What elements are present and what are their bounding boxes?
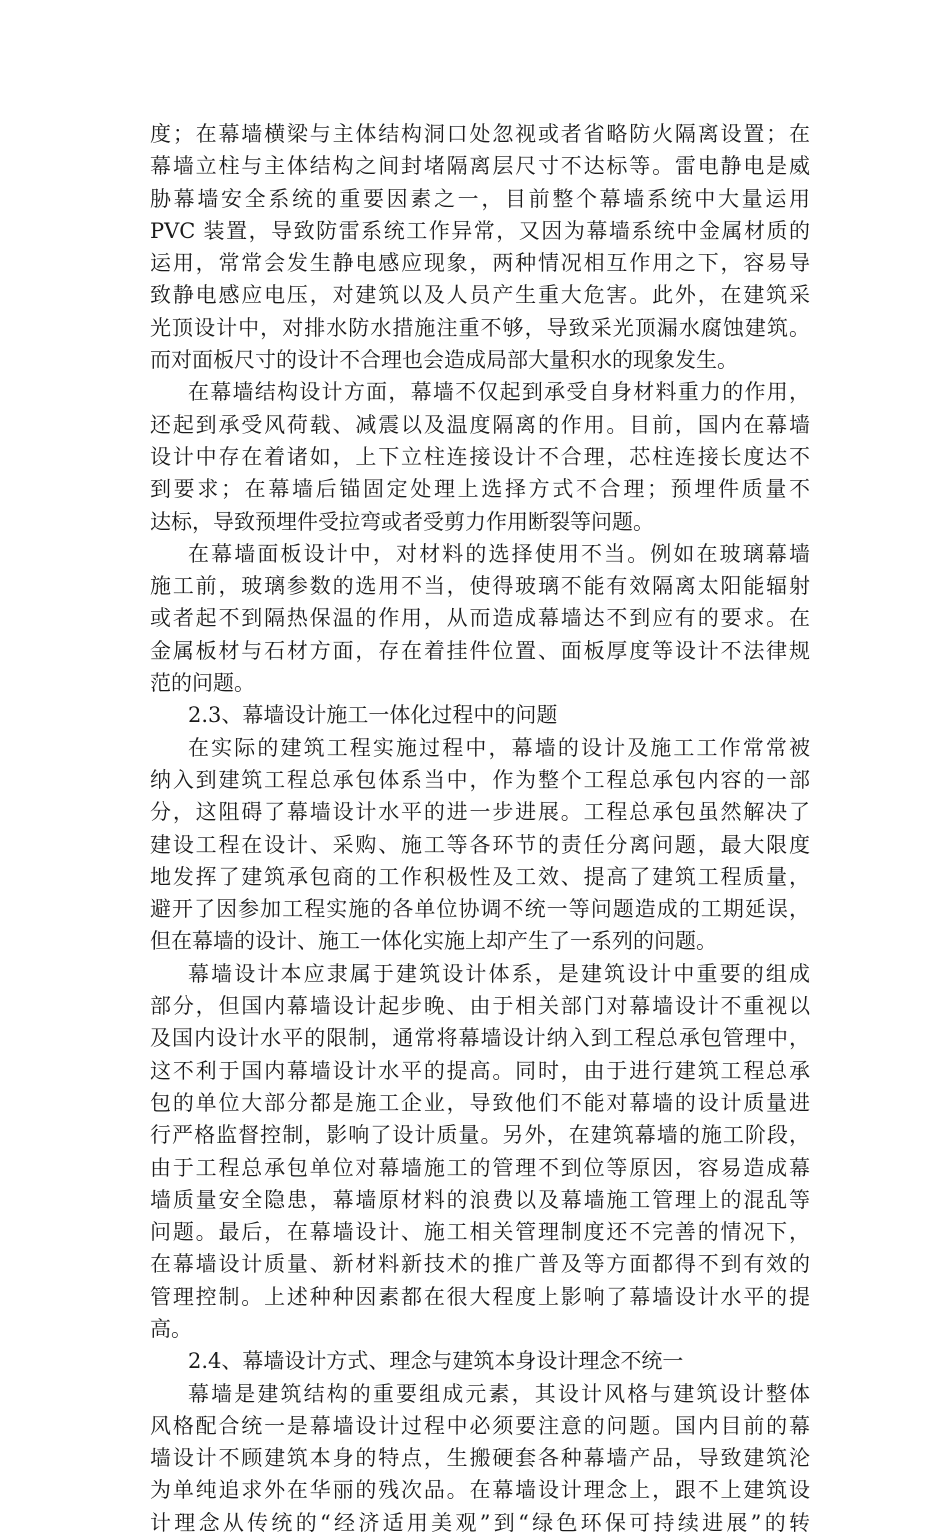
text-line: 或者起不到隔热保温的作用，从而造成幕墙达不到应有的要求。在 xyxy=(150,606,810,631)
text-line: 墙设计不顾建筑本身的特点，生搬硬套各种幕墙产品，导致建筑沦 xyxy=(150,1446,810,1471)
text-line: 在幕墙设计质量、新材料新技术的推广普及等方面都得不到有效的 xyxy=(150,1252,810,1277)
text-line: 计理念从传统的“经济适用美观”到“绿色环保可持续进展”的转 xyxy=(150,1510,810,1535)
text-line: 高。 xyxy=(150,1316,192,1341)
text-line: 部分，但国内幕墙设计起步晚、由于相关部门对幕墙设计不重视以 xyxy=(150,994,810,1019)
text-line: 在幕墙面板设计中，对材料的选择使用不当。例如在玻璃幕墙 xyxy=(188,541,810,566)
text-line: 行严格监督控制，影响了设计质量。另外，在建筑幕墙的施工阶段， xyxy=(150,1123,810,1148)
text-line: 在实际的建筑工程实施过程中，幕墙的设计及施工工作常常被 xyxy=(188,735,810,760)
text-line: 及国内设计水平的限制，通常将幕墙设计纳入到工程总承包管理中， xyxy=(150,1026,810,1051)
text-line: 分，这阻碍了幕墙设计水平的进一步进展。工程总承包虽然解决了 xyxy=(150,800,810,825)
text-line: 金属板材与石材方面，存在着挂件位置、面板厚度等设计不法律规 xyxy=(150,638,810,663)
text-line: PVC 装置，导致防雷系统工作异常，又因为幕墙系统中金属材质的 xyxy=(150,218,810,243)
text-line: 达标，导致预埋件受拉弯或者受剪力作用断裂等问题。 xyxy=(150,509,654,534)
text-line: 为单纯追求外在华丽的残次品。在幕墙设计理念上，跟不上建筑设 xyxy=(150,1478,810,1503)
text-line: 光顶设计中，对排水防水措施注重不够，导致采光顶漏水腐蚀建筑。 xyxy=(150,315,810,340)
text-line: 但在幕墙的设计、施工一体化实施上却产生了一系列的问题。 xyxy=(150,929,717,954)
text-line: 建设工程在设计、采购、施工等各环节的责任分离问题，最大限度 xyxy=(150,832,810,857)
text-line: 胁幕墙安全系统的重要因素之一，目前整个幕墙系统中大量运用 xyxy=(150,186,810,211)
text-line: 地发挥了建筑承包商的工作积极性及工效、提高了建筑工程质量， xyxy=(150,864,810,889)
text-line: 避开了因参加工程实施的各单位协调不统一等问题造成的工期延误， xyxy=(150,897,810,922)
text-line: 由于工程总承包单位对幕墙施工的管理不到位等原因，容易造成幕 xyxy=(150,1155,810,1180)
text-line: 管理控制。上述种种因素都在很大程度上影响了幕墙设计水平的提 xyxy=(150,1284,810,1309)
text-line: 幕墙立柱与主体结构之间封堵隔离层尺寸不达标等。雷电静电是威 xyxy=(150,154,810,179)
text-line: 包的单位大部分都是施工企业，导致他们不能对幕墙的设计质量进 xyxy=(150,1090,810,1115)
text-line: 度；在幕墙横梁与主体结构洞口处忽视或者省略防火隔离设置；在 xyxy=(150,122,810,146)
section-heading: 2.3、幕墙设计施工一体化过程中的问题 xyxy=(188,703,558,728)
text-line: 还起到承受风荷载、减震以及温度隔离的作用。目前，国内在幕墙 xyxy=(150,412,810,437)
text-line: 墙质量安全隐患，幕墙原材料的浪费以及幕墙施工管理上的混乱等 xyxy=(150,1187,810,1212)
text-line: 而对面板尺寸的设计不合理也会造成局部大量积水的现象发生。 xyxy=(150,348,738,373)
document-body xyxy=(150,118,810,1539)
text-line: 幕墙是建筑结构的重要组成元素，其设计风格与建筑设计整体 xyxy=(188,1381,810,1406)
text-line: 致静电感应电压，对建筑以及人员产生重大危害。此外，在建筑采 xyxy=(150,283,810,308)
text-line: 问题。最后，在幕墙设计、施工相关管理制度还不完善的情况下， xyxy=(150,1220,810,1245)
text-line: 施工前，玻璃参数的选用不当，使得玻璃不能有效隔离太阳能辐射 xyxy=(150,574,810,599)
text-line: 纳入到建筑工程总承包体系当中，作为整个工程总承包内容的一部 xyxy=(150,767,810,792)
section-heading: 2.4、幕墙设计方式、理念与建筑本身设计理念不统一 xyxy=(188,1349,684,1374)
text-line: 运用，常常会发生静电感应现象，两种情况相互作用之下，容易导 xyxy=(150,251,810,276)
text-line: 范的问题。 xyxy=(150,671,255,696)
text-line: 到要求；在幕墙后锚固定处理上选择方式不合理；预埋件质量不 xyxy=(150,477,810,502)
text-line: 这不利于国内幕墙设计水平的提高。同时，由于进行建筑工程总承 xyxy=(150,1058,810,1083)
text-line: 幕墙设计本应隶属于建筑设计体系，是建筑设计中重要的组成 xyxy=(188,961,810,986)
text-line: 在幕墙结构设计方面，幕墙不仅起到承受自身材料重力的作用， xyxy=(188,380,810,405)
text-line: 风格配合统一是幕墙设计过程中必须要注意的问题。国内目前的幕 xyxy=(150,1413,810,1438)
text-line: 设计中存在着诸如，上下立柱连接设计不合理，芯柱连接长度达不 xyxy=(150,444,810,469)
